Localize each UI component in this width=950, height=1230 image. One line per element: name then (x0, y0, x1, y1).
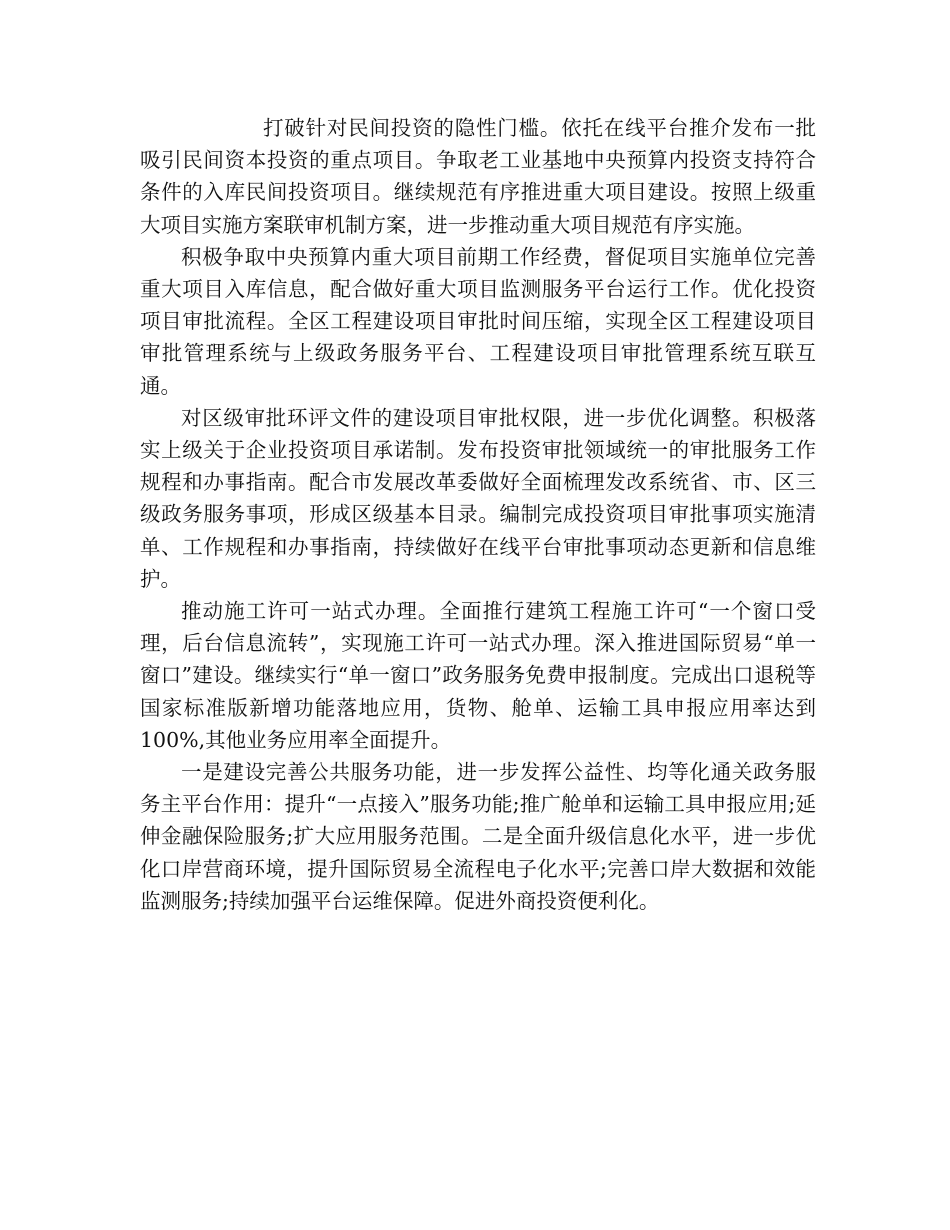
paragraph: 推动施工许可一站式办理。全面推行建筑工程施工许可“一个窗口受理，后台信息流转”，实现施工许可一站式办理。深入推进国际贸易“单一窗口”建设。继续实行“单一窗口”政务服务免费申报制度。完成出口退税等国家标准版新增功能落地应用，货物、舱单、运输工具申报应用率达到100%,其他业务应用率全面提升。 (140, 599, 816, 752)
paragraph: 对区级审批环评文件的建设项目审批权限，进一步优化调整。积极落实上级关于企业投资项目承诺制。发布投资审批领域统一的审批服务工作规程和办事指南。配合市发展改革委做好全面梳理发改系统省、市、区三级政务服务事项，形成区级基本目录。编制完成投资项目审批事项实施清单、工作规程和办事指南，持续做好在线平台审批事项动态更新和信息维护。 (140, 405, 816, 591)
document-body (140, 112, 816, 917)
paragraph: 一是建设完善公共服务功能，进一步发挥公益性、均等化通关政务服务主平台作用：提升“一点接入”服务功能;推广舱单和运输工具申报应用;延伸金融保险服务;扩大应用服务范围。二是全面升级信息化水平，进一步优化口岸营商环境，提升国际贸易全流程电子化水平;完善口岸大数据和效能监测服务;持续加强平台运维保障。促进外商投资便利化。 (140, 760, 816, 913)
paragraph: 打破针对民间投资的隐性门槛。依托在线平台推介发布一批吸引民间资本投资的重点项目。争取老工业基地中央预算内投资支持符合条件的入库民间投资项目。继续规范有序推进重大项目建设。按照上级重大项目实施方案联审机制方案，进一步推动重大项目规范有序实施。 (140, 116, 816, 237)
paragraph: 积极争取中央预算内重大项目前期工作经费，督促项目实施单位完善重大项目入库信息，配合做好重大项目监测服务平台运行工作。优化投资项目审批流程。全区工程建设项目审批时间压缩，实现全区工程建设项目审批管理系统与上级政务服务平台、工程建设项目审批管理系统互联互通。 (140, 244, 816, 398)
